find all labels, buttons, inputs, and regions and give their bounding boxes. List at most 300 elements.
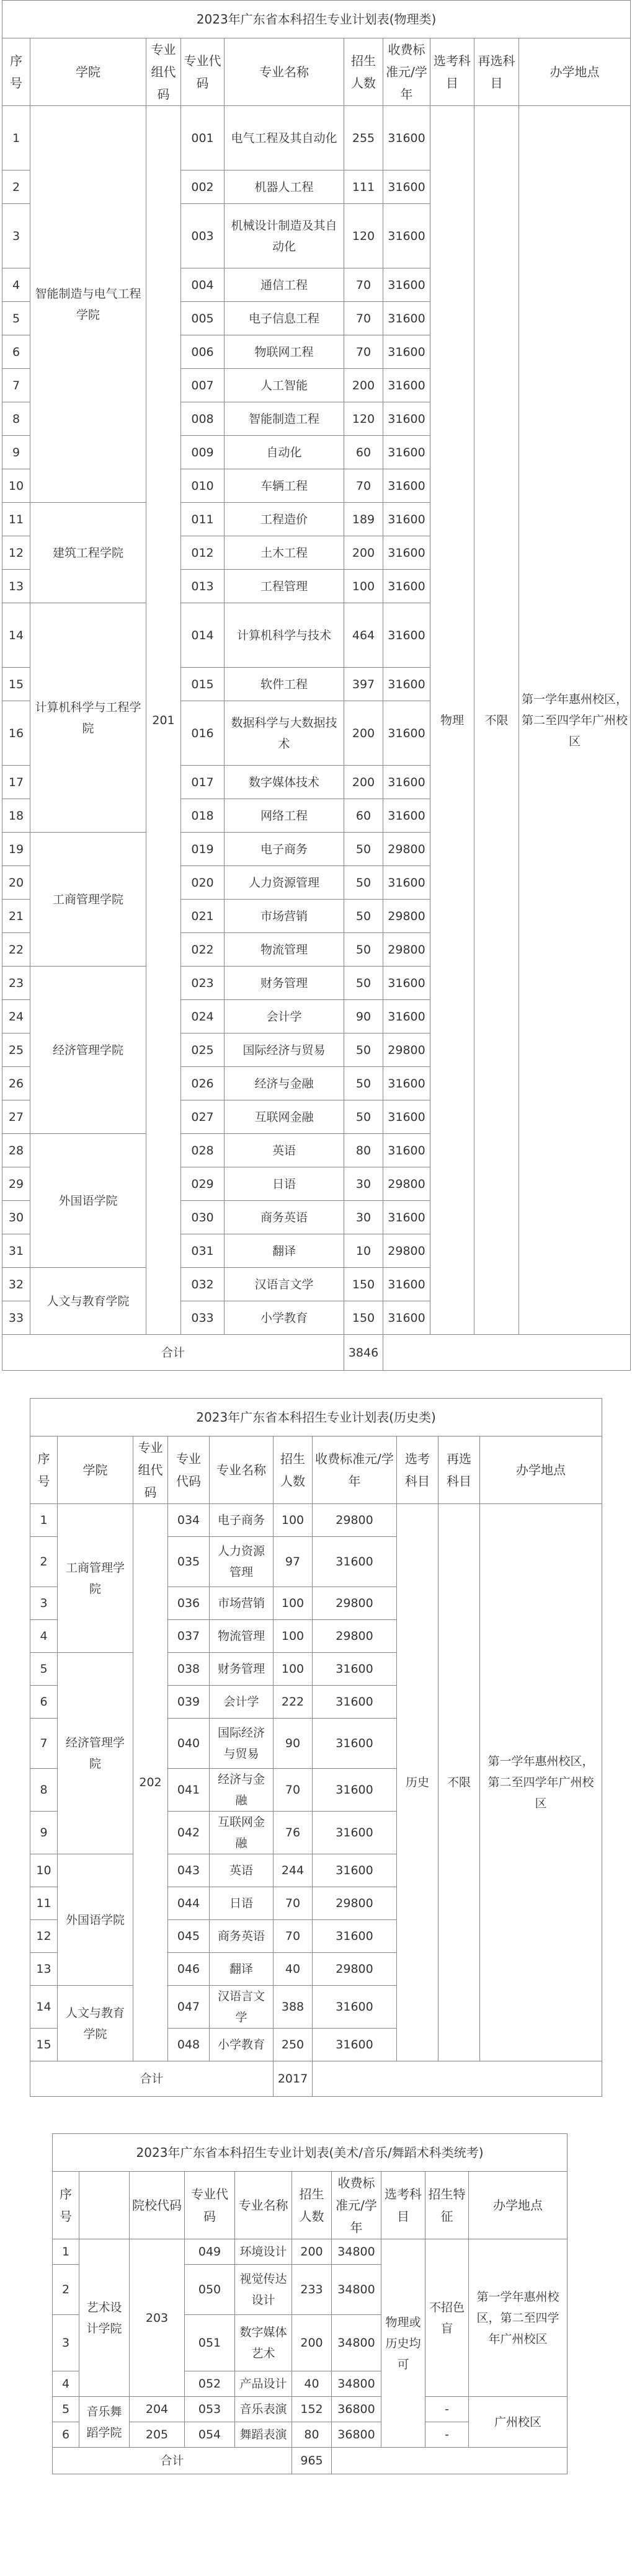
row-index: 30: [2, 1201, 30, 1234]
major-name: 环境设计: [235, 2239, 292, 2265]
major-name: 电气工程及其自动化: [225, 106, 344, 170]
major-name: 小学教育: [210, 2029, 274, 2061]
total-row: [53, 2448, 567, 2474]
major-name: 互联网金融: [225, 1100, 344, 1134]
tuition-fee: 31600: [383, 503, 430, 536]
enrollment-count: 70: [274, 1887, 313, 1920]
enrollment-count: 76: [274, 1812, 313, 1854]
total-value: 3846: [344, 1335, 383, 1371]
major-name: 汉语言文学: [225, 1268, 344, 1301]
enrollment-count: 152: [292, 2397, 332, 2422]
major-code: 037: [168, 1620, 210, 1653]
major-name: 视觉传达设计: [235, 2265, 292, 2315]
major-code: 022: [181, 933, 225, 967]
total-label: 合计: [2, 1335, 344, 1371]
tuition-fee: 31600: [383, 1067, 430, 1100]
tuition-fee: 31600: [383, 204, 430, 268]
row-index: 3: [30, 1587, 58, 1620]
enrollment-count: 200: [292, 2239, 332, 2265]
tuition-fee: 31600: [383, 1000, 430, 1033]
reselect-subject: 不限: [474, 106, 519, 1335]
major-name: 会计学: [210, 1686, 274, 1719]
tuition-fee: 31600: [383, 1100, 430, 1134]
group-code: 205: [130, 2422, 185, 2448]
enrollment-feature: 不招色盲: [425, 2239, 469, 2397]
column-header: 选考科目: [430, 38, 474, 106]
major-code: 014: [181, 603, 225, 668]
table-title: 2023年广东省本科招生专业计划表(历史类): [30, 1399, 602, 1436]
group-code: 203: [130, 2239, 185, 2397]
row-index: 4: [2, 268, 30, 302]
college-name: 经济管理学院: [58, 1653, 133, 1854]
major-code: 045: [168, 1920, 210, 1953]
row-index: 5: [53, 2397, 79, 2422]
major-name: 物联网工程: [225, 335, 344, 369]
major-code: 052: [185, 2371, 235, 2397]
major-code: 050: [185, 2265, 235, 2315]
row-index: 3: [2, 204, 30, 268]
major-code: 038: [168, 1653, 210, 1686]
art-plan-table: [52, 2133, 567, 2474]
enrollment-count: 200: [344, 701, 383, 766]
major-code: 010: [181, 469, 225, 503]
major-name: 商务英语: [210, 1920, 274, 1953]
tuition-fee: 31600: [383, 170, 430, 204]
major-code: 029: [181, 1167, 225, 1201]
major-name: 人工智能: [225, 369, 344, 402]
major-code: 008: [181, 402, 225, 436]
enrollment-count: 397: [344, 668, 383, 701]
college-name: 人文与教育学院: [30, 1268, 146, 1335]
enrollment-count: 50: [344, 1067, 383, 1100]
major-code: 024: [181, 1000, 225, 1033]
tuition-fee: 31600: [313, 1719, 397, 1769]
enrollment-count: 111: [344, 170, 383, 204]
table-row: [2, 106, 631, 170]
major-name: 互联网金融: [210, 1812, 274, 1854]
enrollment-count: 90: [274, 1719, 313, 1769]
row-index: 2: [53, 2265, 79, 2315]
row-index: 26: [2, 1067, 30, 1100]
tuition-fee: 31600: [313, 1653, 397, 1686]
row-index: 15: [2, 668, 30, 701]
tuition-fee: 29800: [313, 1620, 397, 1653]
enrollment-count: 120: [344, 204, 383, 268]
row-index: 22: [2, 933, 30, 967]
tuition-fee: 31600: [383, 799, 430, 833]
college-name: 建筑工程学院: [30, 503, 146, 603]
column-header: 办学地点: [480, 1436, 602, 1504]
campus-location: 第一学年惠州校区，第二至四学年广州校区: [469, 2239, 567, 2397]
row-index: 8: [2, 402, 30, 436]
major-name: 人力资源管理: [225, 866, 344, 900]
enrollment-count: 50: [344, 866, 383, 900]
enrollment-count: 100: [274, 1587, 313, 1620]
major-name: 软件工程: [225, 668, 344, 701]
group-code: 202: [133, 1504, 168, 2061]
empty-cell: [313, 2061, 602, 2097]
table-row: [53, 2397, 567, 2422]
enrollment-count: 70: [274, 1920, 313, 1953]
major-code: 019: [181, 833, 225, 866]
tuition-fee: 29800: [383, 1167, 430, 1201]
enrollment-count: 50: [344, 1033, 383, 1067]
column-header: [79, 2172, 130, 2239]
enrollment-feature: -: [425, 2397, 469, 2422]
column-header: 招生人数: [344, 38, 383, 106]
major-code: 003: [181, 204, 225, 268]
row-index: 10: [2, 469, 30, 503]
column-header: 收费标准元/学年: [332, 2172, 381, 2239]
column-header: 序号: [53, 2172, 79, 2239]
column-header: 招生人数: [274, 1436, 313, 1504]
major-code: 035: [168, 1537, 210, 1587]
major-name: 产品设计: [235, 2371, 292, 2397]
enrollment-count: 97: [274, 1537, 313, 1587]
enrollment-count: 150: [344, 1268, 383, 1301]
major-name: 数字媒体艺术: [235, 2315, 292, 2371]
reselect-subject: 不限: [438, 1504, 480, 2061]
total-row: [2, 1335, 631, 1371]
major-code: 039: [168, 1686, 210, 1719]
major-name: 车辆工程: [225, 469, 344, 503]
major-code: 054: [185, 2422, 235, 2448]
tuition-fee: 31600: [383, 268, 430, 302]
row-index: 4: [53, 2371, 79, 2397]
empty-cell: [332, 2448, 567, 2474]
row-index: 31: [2, 1234, 30, 1268]
tuition-fee: 36800: [332, 2422, 381, 2448]
column-header: 收费标准元/学年: [383, 38, 430, 106]
enrollment-count: 150: [344, 1301, 383, 1335]
major-name: 电子信息工程: [225, 302, 344, 335]
tuition-fee: 31600: [383, 302, 430, 335]
row-index: 10: [30, 1854, 58, 1887]
row-index: 1: [2, 106, 30, 170]
major-name: 机械设计制造及其自动化: [225, 204, 344, 268]
college-name: 音乐舞蹈学院: [79, 2397, 130, 2448]
enrollment-count: 10: [344, 1234, 383, 1268]
row-index: 15: [30, 2029, 58, 2061]
tuition-fee: 31600: [383, 1301, 430, 1335]
tuition-fee: 31600: [383, 469, 430, 503]
row-index: 14: [2, 603, 30, 668]
enrollment-feature: -: [425, 2422, 469, 2448]
column-header: 专业代码: [185, 2172, 235, 2239]
major-name: 数字媒体技术: [225, 766, 344, 799]
row-index: 5: [30, 1653, 58, 1686]
row-index: 6: [2, 335, 30, 369]
college-name: 计算机科学与工程学院: [30, 603, 146, 833]
major-code: 036: [168, 1587, 210, 1620]
major-code: 021: [181, 900, 225, 933]
college-name: 工商管理学院: [30, 833, 146, 967]
enrollment-count: 50: [344, 967, 383, 1000]
row-index: 9: [30, 1812, 58, 1854]
row-index: 6: [53, 2422, 79, 2448]
enrollment-count: 30: [344, 1201, 383, 1234]
major-name: 物流管理: [225, 933, 344, 967]
row-index: 18: [2, 799, 30, 833]
major-name: 会计学: [225, 1000, 344, 1033]
row-index: 12: [30, 1920, 58, 1953]
major-name: 经济与金融: [225, 1067, 344, 1100]
tuition-fee: 29800: [383, 833, 430, 866]
enrollment-count: 70: [344, 302, 383, 335]
major-name: 网络工程: [225, 799, 344, 833]
enrollment-count: 70: [274, 1769, 313, 1812]
row-index: 17: [2, 766, 30, 799]
column-header: 再选科目: [474, 38, 519, 106]
enrollment-count: 50: [344, 833, 383, 866]
required-subject: 历史: [397, 1504, 438, 2061]
row-index: 21: [2, 900, 30, 933]
major-name: 日语: [225, 1167, 344, 1201]
major-code: 025: [181, 1033, 225, 1067]
enrollment-count: 233: [292, 2265, 332, 2315]
major-code: 020: [181, 866, 225, 900]
tuition-fee: 29800: [313, 1504, 397, 1537]
college-name: 艺术设计学院: [79, 2239, 130, 2397]
row-index: 1: [53, 2239, 79, 2265]
major-code: 030: [181, 1201, 225, 1234]
tuition-fee: 29800: [313, 1587, 397, 1620]
enrollment-count: 50: [344, 933, 383, 967]
major-name: 数据科学与大数据技术: [225, 701, 344, 766]
enrollment-count: 244: [274, 1854, 313, 1887]
major-name: 小学教育: [225, 1301, 344, 1335]
enrollment-count: 189: [344, 503, 383, 536]
history-plan-table: [30, 1398, 602, 2097]
group-code: 204: [130, 2397, 185, 2422]
major-name: 日语: [210, 1887, 274, 1920]
row-index: 24: [2, 1000, 30, 1033]
major-code: 018: [181, 799, 225, 833]
row-index: 28: [2, 1134, 30, 1167]
major-name: 翻译: [225, 1234, 344, 1268]
major-code: 040: [168, 1719, 210, 1769]
tuition-fee: 31600: [313, 1537, 397, 1587]
row-index: 11: [30, 1887, 58, 1920]
major-name: 经济与金融: [210, 1769, 274, 1812]
column-header: 专业名称: [210, 1436, 274, 1504]
tuition-fee: 34800: [332, 2371, 381, 2397]
major-name: 市场营销: [210, 1587, 274, 1620]
major-code: 034: [168, 1504, 210, 1537]
table-row: [30, 1504, 602, 1537]
major-code: 001: [181, 106, 225, 170]
major-name: 英语: [225, 1134, 344, 1167]
tuition-fee: 31600: [383, 967, 430, 1000]
enrollment-count: 80: [292, 2422, 332, 2448]
tuition-fee: 29800: [383, 1033, 430, 1067]
enrollment-count: 464: [344, 603, 383, 668]
tuition-fee: 31600: [383, 766, 430, 799]
required-subject: 物理或历史均可: [381, 2239, 425, 2448]
tuition-fee: 31600: [383, 1201, 430, 1234]
row-index: 8: [30, 1769, 58, 1812]
major-code: 009: [181, 436, 225, 469]
row-index: 7: [2, 369, 30, 402]
enrollment-count: 222: [274, 1686, 313, 1719]
column-header: 专业组代码: [133, 1436, 168, 1504]
major-code: 032: [181, 1268, 225, 1301]
major-name: 市场营销: [225, 900, 344, 933]
column-header: 专业组代码: [146, 38, 181, 106]
tuition-fee: 29800: [383, 933, 430, 967]
major-code: 048: [168, 2029, 210, 2061]
empty-cell: [383, 1335, 631, 1371]
enrollment-count: 100: [274, 1653, 313, 1686]
row-index: 32: [2, 1268, 30, 1301]
enrollment-count: 255: [344, 106, 383, 170]
tuition-fee: 34800: [332, 2265, 381, 2315]
major-name: 土木工程: [225, 536, 344, 570]
row-index: 25: [2, 1033, 30, 1067]
enrollment-count: 50: [344, 900, 383, 933]
column-header: 学院: [58, 1436, 133, 1504]
column-header: 专业名称: [235, 2172, 292, 2239]
column-header: 学院: [30, 38, 146, 106]
row-index: 12: [2, 536, 30, 570]
tuition-fee: 31600: [383, 369, 430, 402]
table-title: 2023年广东省本科招生专业计划表(美术/音乐/舞蹈术科类统考): [53, 2134, 567, 2172]
major-code: 031: [181, 1234, 225, 1268]
column-header: 办学地点: [519, 38, 631, 106]
row-index: 23: [2, 967, 30, 1000]
column-header: 选考科目: [397, 1436, 438, 1504]
tuition-fee: 31600: [383, 335, 430, 369]
enrollment-count: 100: [344, 570, 383, 603]
tuition-fee: 31600: [383, 436, 430, 469]
row-index: 27: [2, 1100, 30, 1134]
tuition-fee: 31600: [383, 570, 430, 603]
column-header: 院校代码: [130, 2172, 185, 2239]
college-name: 人文与教育学院: [58, 1986, 133, 2061]
column-header: 专业代码: [168, 1436, 210, 1504]
row-index: 19: [2, 833, 30, 866]
total-value: 965: [292, 2448, 332, 2474]
major-name: 国际经济与贸易: [225, 1033, 344, 1067]
enrollment-count: 250: [274, 2029, 313, 2061]
enrollment-count: 90: [344, 1000, 383, 1033]
column-header: 专业代码: [181, 38, 225, 106]
major-name: 国际经济与贸易: [210, 1719, 274, 1769]
row-index: 5: [2, 302, 30, 335]
college-name: 外国语学院: [58, 1854, 133, 1986]
major-name: 计算机科学与技术: [225, 603, 344, 668]
major-code: 046: [168, 1953, 210, 1986]
major-name: 英语: [210, 1854, 274, 1887]
major-code: 016: [181, 701, 225, 766]
major-name: 财务管理: [225, 967, 344, 1000]
group-code: 201: [146, 106, 181, 1335]
enrollment-count: 80: [344, 1134, 383, 1167]
tuition-fee: 31600: [313, 1920, 397, 1953]
campus-location: 广州校区: [469, 2397, 567, 2448]
tuition-fee: 31600: [313, 1769, 397, 1812]
row-index: 13: [30, 1953, 58, 1986]
tuition-fee: 31600: [383, 1268, 430, 1301]
college-name: 外国语学院: [30, 1134, 146, 1268]
tuition-fee: 29800: [313, 1953, 397, 1986]
row-index: 11: [2, 503, 30, 536]
major-code: 047: [168, 1986, 210, 2029]
column-header: 招生特征: [425, 2172, 469, 2239]
tuition-fee: 31600: [313, 1812, 397, 1854]
tuition-fee: 31600: [383, 866, 430, 900]
major-name: 电子商务: [210, 1504, 274, 1537]
row-index: 1: [30, 1504, 58, 1537]
campus-location: 第一学年惠州校区，第二至四学年广州校区: [480, 1504, 602, 2061]
total-label: 合计: [30, 2061, 274, 2097]
major-name: 汉语言文学: [210, 1986, 274, 2029]
enrollment-count: 30: [344, 1167, 383, 1201]
enrollment-count: 200: [292, 2315, 332, 2371]
major-code: 004: [181, 268, 225, 302]
tuition-fee: 31600: [313, 2029, 397, 2061]
tuition-fee: 31600: [383, 701, 430, 766]
major-code: 028: [181, 1134, 225, 1167]
enrollment-count: 100: [274, 1620, 313, 1653]
major-code: 005: [181, 302, 225, 335]
row-index: 2: [30, 1537, 58, 1587]
tuition-fee: 31600: [313, 1686, 397, 1719]
column-header: 办学地点: [469, 2172, 567, 2239]
column-header: 序号: [2, 38, 30, 106]
total-label: 合计: [53, 2448, 292, 2474]
row-index: 3: [53, 2315, 79, 2371]
major-code: 026: [181, 1067, 225, 1100]
enrollment-count: 40: [292, 2371, 332, 2397]
tuition-fee: 31600: [313, 1854, 397, 1887]
tuition-fee: 31600: [383, 106, 430, 170]
table-title: 2023年广东省本科招生专业计划表(物理类): [2, 1, 631, 38]
enrollment-count: 120: [344, 402, 383, 436]
row-index: 6: [30, 1686, 58, 1719]
row-index: 20: [2, 866, 30, 900]
major-name: 舞蹈表演: [235, 2422, 292, 2448]
row-index: 9: [2, 436, 30, 469]
major-name: 机器人工程: [225, 170, 344, 204]
major-code: 011: [181, 503, 225, 536]
column-header: 再选科目: [438, 1436, 480, 1504]
total-value: 2017: [274, 2061, 313, 2097]
enrollment-count: 40: [274, 1953, 313, 1986]
tuition-fee: 31600: [383, 668, 430, 701]
major-code: 043: [168, 1854, 210, 1887]
major-code: 053: [185, 2397, 235, 2422]
major-code: 049: [185, 2239, 235, 2265]
major-name: 智能制造工程: [225, 402, 344, 436]
major-code: 015: [181, 668, 225, 701]
row-index: 33: [2, 1301, 30, 1335]
table-row: [53, 2239, 567, 2265]
enrollment-count: 50: [344, 1100, 383, 1134]
row-index: 14: [30, 1986, 58, 2029]
tuition-fee: 29800: [383, 900, 430, 933]
major-code: 013: [181, 570, 225, 603]
enrollment-count: 200: [344, 536, 383, 570]
major-code: 006: [181, 335, 225, 369]
tuition-fee: 36800: [332, 2397, 381, 2422]
tuition-fee: 34800: [332, 2239, 381, 2265]
required-subject: 物理: [430, 106, 474, 1335]
major-code: 042: [168, 1812, 210, 1854]
major-code: 051: [185, 2315, 235, 2371]
column-header: 招生人数: [292, 2172, 332, 2239]
enrollment-count: 70: [344, 469, 383, 503]
